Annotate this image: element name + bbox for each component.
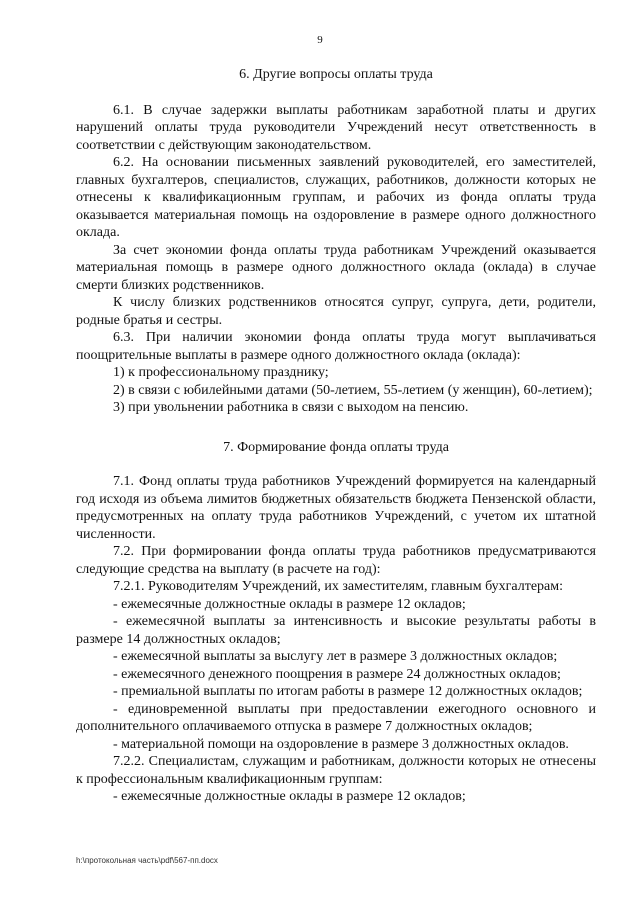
paragraph-6-2-savings: За счет экономии фонда оплаты труда работникам Учреждений оказывается материальная помощь в размере одного должностного оклада (оклада) в случае смерти близких родственников. — [76, 242, 596, 293]
list-item-7-2-1-f: - единовременной выплаты при предоставлении ежегодного основного и дополнительного оплачиваемого отпуска в размере 7 должностных окладов; — [76, 701, 596, 734]
list-item-7-2-1-a: - ежемесячные должностные оклады в размере 12 окладов; — [113, 596, 466, 612]
paragraph-7-2-2: 7.2.2. Специалистам, служащим и работникам, должности которых не отнесены к профессиональным квалификационным группам: — [76, 754, 596, 787]
list-item-7-2-1-d: - ежемесячного денежного поощрения в размере 24 должностных окладов; — [113, 666, 561, 682]
section-heading-6: 6. Другие вопросы оплаты труда — [239, 67, 433, 82]
page-number: 9 — [317, 34, 323, 46]
list-item-6-3-2: 2) в связи с юбилейными датами (50-летием, 55-летием (у женщин), 60-летием); — [113, 382, 593, 398]
list-item-6-3-1: 1) к профессиональному празднику; — [113, 365, 329, 380]
paragraph-7-2: 7.2. При формировании фонда оплаты труда работников предусматриваются следующие средства на выплату (в расчете на год): — [76, 544, 596, 577]
list-item-7-2-1-g: - материальной помощи на оздоровление в размере 3 должностных окладов. — [113, 736, 569, 752]
paragraph-6-1: 6.1. В случае задержки выплаты работникам заработной платы и других нарушений оплаты труда руководители Учреждений несут ответственность в соответствии с действующим законодательством. — [76, 102, 596, 153]
list-item-7-2-1-e: - премиальной выплаты по итогам работы в размере 12 должностных окладов; — [113, 684, 583, 699]
list-item-6-3-3: 3) при увольнении работника в связи с выходом на пенсию. — [113, 400, 469, 415]
list-item-7-2-1-c: - ежемесячной выплаты за выслугу лет в размере 3 должностных окладов; — [113, 649, 558, 664]
list-item-7-2-2-a: - ежемесячные должностные оклады в размере 12 окладов; — [113, 789, 466, 804]
paragraph-7-1: 7.1. Фонд оплаты труда работников Учреждений формируется на календарный год исходя из объема лимитов бюджетных обязательств бюджета Пензенской области, предусмотренных на оплату труда работников Учреждений, с учетом их штатной численности. — [76, 474, 596, 542]
document-body — [76, 60, 596, 806]
paragraph-6-2-relatives: К числу близких родственников относятся супруг, супруга, дети, родители, родные братья и сестры. — [76, 295, 596, 328]
paragraph-7-2-1: 7.2.1. Руководителям Учреждений, их заместителям, главным бухгалтерам: — [113, 579, 564, 594]
section-heading-7: 7. Формирование фонда оплаты труда — [223, 439, 449, 455]
list-item-7-2-1-b: - ежемесячной выплаты за интенсивность и высокие результаты работы в размере 14 должностных окладов; — [76, 614, 596, 647]
footer-file-path: h:\протокольная часть\pdf\567-пп.docx — [76, 856, 218, 865]
paragraph-6-2: 6.2. На основании письменных заявлений руководителей, его заместителей, главных бухгалтеров, специалистов, служащих, работников, должности которых не отнесены к квалификационным группам, и рабочих из фонда оплаты труда оказывается материальная помощь на оздоровление в размере одного должностного оклада. — [76, 155, 596, 240]
paragraph-6-3: 6.3. При наличии экономии фонда оплаты труда могут выплачиваться поощрительные выплаты в размере одного должностного оклада (оклада): — [76, 330, 596, 363]
